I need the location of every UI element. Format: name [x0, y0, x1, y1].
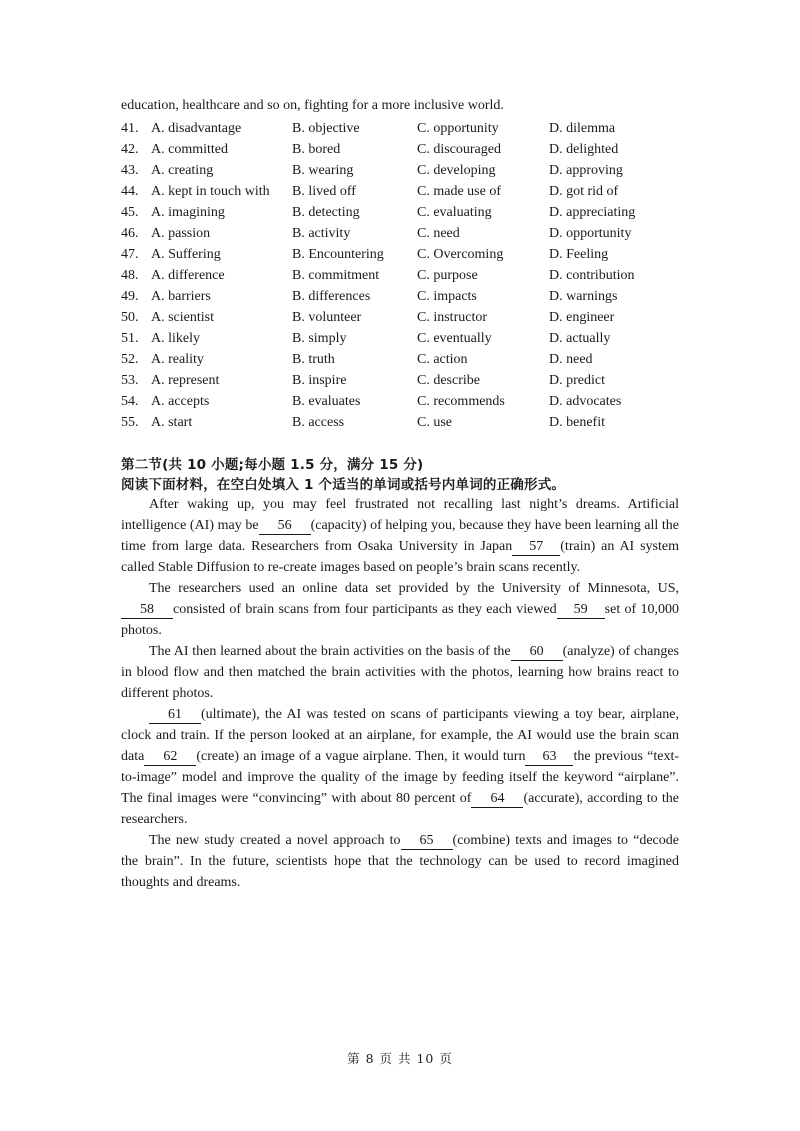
option-c[interactable]: C. developing [417, 163, 496, 178]
blank-58[interactable]: 58 [121, 602, 173, 619]
option-a[interactable]: A. difference [151, 268, 225, 283]
option-d[interactable]: D. engineer [549, 310, 615, 325]
text: the previous “text-to-image” model and improve the quality of the image by feeding itself the keyword “airplane”. The final images were “convincing” with about 80 percent of [121, 749, 680, 806]
option-b[interactable]: B. bored [292, 142, 341, 157]
question-number: 49. [121, 289, 139, 304]
blank-62[interactable]: 62 [144, 749, 196, 766]
paragraph-4 [121, 704, 679, 830]
option-d[interactable]: D. need [549, 352, 593, 367]
option-a[interactable]: A. reality [151, 352, 204, 367]
option-b[interactable]: B. evaluates [292, 394, 361, 409]
text: The new study created a novel approach to [149, 833, 401, 848]
option-a[interactable]: A. likely [151, 331, 200, 346]
text: (create) an image of a vague airplane. Then, it would turn [196, 749, 526, 764]
text: (accurate), according to the researchers. [121, 791, 679, 827]
option-c[interactable]: C. discouraged [417, 142, 501, 157]
option-a[interactable]: A. barriers [151, 289, 211, 304]
option-b[interactable]: B. detecting [292, 205, 360, 220]
option-c[interactable]: C. purpose [417, 268, 478, 283]
question-number: 43. [121, 163, 139, 178]
blank-63[interactable]: 63 [525, 749, 573, 766]
option-c[interactable]: C. made use of [417, 184, 501, 199]
option-c[interactable]: C. eventually [417, 331, 492, 346]
question-number: 55. [121, 415, 139, 430]
text: (analyze) of changes in blood flow and then matched the brain activities with the photos, learning how brains react to different photos. [121, 644, 679, 701]
text: The researchers used an online data set provided by the University of Minnesota, US, [149, 581, 679, 596]
option-b[interactable]: B. inspire [292, 373, 347, 388]
option-b[interactable]: B. objective [292, 121, 360, 136]
section-title: 第二节(共 10 小题;每小题 1.5 分，满分 15 分) [121, 457, 424, 473]
question-number: 48. [121, 268, 139, 283]
option-a[interactable]: A. disadvantage [151, 121, 242, 136]
option-c[interactable]: C. impacts [417, 289, 477, 304]
option-d[interactable]: D. opportunity [549, 226, 632, 241]
question-number: 41. [121, 121, 139, 136]
option-b[interactable]: B. differences [292, 289, 371, 304]
question-number: 53. [121, 373, 139, 388]
option-c[interactable]: C. Overcoming [417, 247, 504, 262]
blank-60[interactable]: 60 [511, 644, 563, 661]
question-number: 54. [121, 394, 139, 409]
option-a[interactable]: A. start [151, 415, 193, 430]
text: (ultimate), the AI was tested on scans of participants viewing a toy bear, airplane, clock and train. If the person looked at an airplane, for example, the AI would use the brain scan data [121, 707, 679, 764]
option-d[interactable]: D. dilemma [549, 121, 616, 136]
option-d[interactable]: D. got rid of [549, 184, 619, 199]
continuation-line: education, healthcare and so on, fighting for a more inclusive world. [121, 98, 504, 113]
question-number: 46. [121, 226, 139, 241]
option-b[interactable]: B. activity [292, 226, 351, 241]
option-b[interactable]: B. lived off [292, 184, 356, 199]
passage [121, 494, 679, 893]
page-footer: 第 8 页 共 10 页 [347, 1051, 453, 1066]
question-number: 52. [121, 352, 139, 367]
text: The AI then learned about the brain activities on the basis of the [149, 644, 511, 659]
option-d[interactable]: D. approving [549, 163, 623, 178]
section-instruction: 阅读下面材料，在空白处填入 1 个适当的单词或括号内单词的正确形式。 [121, 477, 566, 493]
blank-61[interactable]: 61 [149, 707, 201, 724]
option-d[interactable]: D. actually [549, 331, 611, 346]
text: After waking up, you may feel frustrated not recalling last night’s dreams. Artificial intelligence (AI) may be [121, 497, 679, 533]
option-b[interactable]: B. simply [292, 331, 347, 346]
option-c[interactable]: C. opportunity [417, 121, 499, 136]
paragraph-1 [121, 494, 679, 578]
option-c[interactable]: C. describe [417, 373, 480, 388]
text: (capacity) of helping you, because they have been learning all the time from large data. Researchers from Osaka University in Japan [121, 518, 680, 554]
question-number: 45. [121, 205, 139, 220]
question-number: 51. [121, 331, 139, 346]
option-d[interactable]: D. appreciating [549, 205, 636, 220]
paragraph-2 [121, 578, 679, 641]
question-number: 47. [121, 247, 139, 262]
option-b[interactable]: B. wearing [292, 163, 354, 178]
option-d[interactable]: D. delighted [549, 142, 619, 157]
blank-64[interactable]: 64 [471, 791, 523, 808]
question-number: 42. [121, 142, 139, 157]
blank-57[interactable]: 57 [512, 539, 560, 556]
text: consisted of brain scans from four participants as they each viewed [173, 602, 557, 617]
paragraph-3 [121, 641, 679, 704]
option-b[interactable]: B. volunteer [292, 310, 362, 325]
text: (train) an AI system called Stable Diffusion to re-create images based on people’s brain scans recently. [121, 539, 679, 575]
blank-65[interactable]: 65 [401, 833, 453, 850]
option-d[interactable]: D. Feeling [549, 247, 609, 262]
text: (combine) texts and images to “decode the brain”. In the future, scientists hope that the technology can be used to record imagined thoughts and dreams. [121, 833, 679, 890]
option-d[interactable]: D. warnings [549, 289, 618, 304]
text: set of 10,000 photos. [121, 602, 679, 638]
option-a[interactable]: A. imagining [151, 205, 225, 220]
paragraph-5 [121, 830, 679, 893]
option-b[interactable]: B. Encountering [292, 247, 384, 262]
option-d[interactable]: D. benefit [549, 415, 605, 430]
option-b[interactable]: B. truth [292, 352, 335, 367]
option-b[interactable]: B. commitment [292, 268, 380, 283]
option-c[interactable]: C. use [417, 415, 452, 430]
option-d[interactable]: D. advocates [549, 394, 622, 409]
option-a[interactable]: A. Suffering [151, 247, 221, 262]
option-a[interactable]: A. represent [151, 373, 220, 388]
option-a[interactable]: A. passion [151, 226, 211, 241]
option-c[interactable]: C. need [417, 226, 460, 241]
blank-59[interactable]: 59 [557, 602, 605, 619]
option-a[interactable]: A. accepts [151, 394, 210, 409]
option-c[interactable]: C. instructor [417, 310, 487, 325]
option-a[interactable]: A. kept in touch with [151, 184, 270, 199]
blank-56[interactable]: 56 [259, 518, 311, 535]
option-a[interactable]: A. creating [151, 163, 214, 178]
option-d[interactable]: D. contribution [549, 268, 635, 283]
option-d[interactable]: D. predict [549, 373, 605, 388]
question-number: 44. [121, 184, 139, 199]
option-a[interactable]: A. scientist [151, 310, 214, 325]
question-number: 50. [121, 310, 139, 325]
option-c[interactable]: C. recommends [417, 394, 505, 409]
option-a[interactable]: A. committed [151, 142, 228, 157]
option-c[interactable]: C. action [417, 352, 468, 367]
section-header [121, 455, 565, 495]
option-c[interactable]: C. evaluating [417, 205, 492, 220]
option-b[interactable]: B. access [292, 415, 345, 430]
